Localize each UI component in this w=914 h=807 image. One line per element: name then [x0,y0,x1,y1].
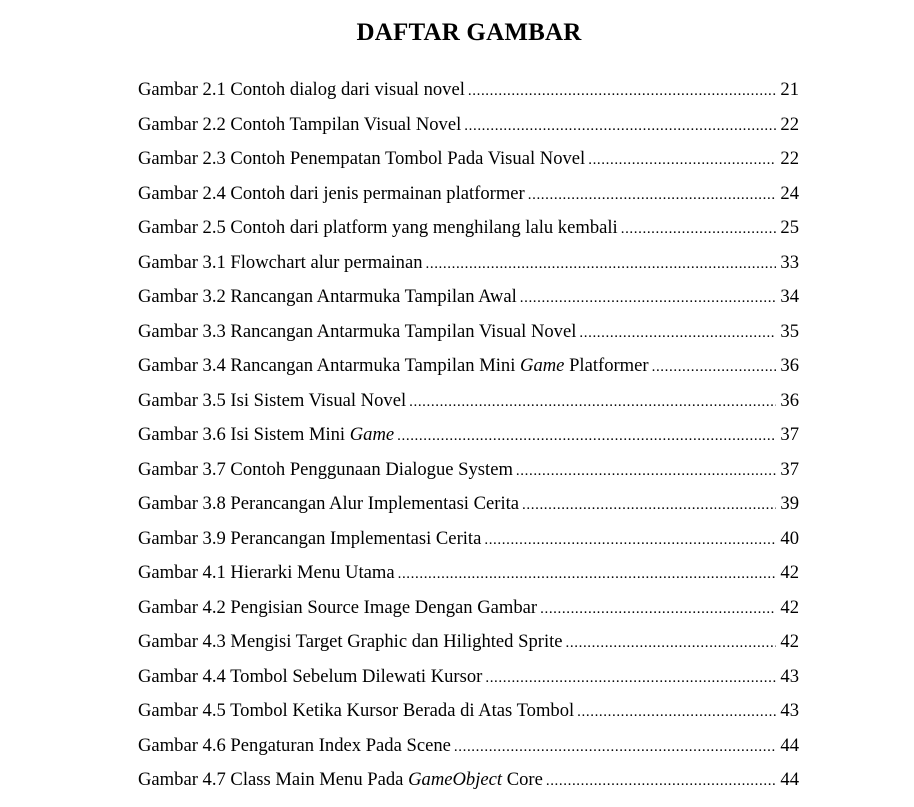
figure-entry-label [138,353,649,379]
figure-entry [138,560,799,595]
figure-entry-label [138,422,394,448]
dot-leader [409,389,776,415]
figure-entry [138,250,799,285]
figure-entry-label-text: Gambar 4.6 Pengaturan Index Pada Scene [138,734,451,756]
figure-entry-page-number: 24 [780,182,799,204]
figure-entry-label-text: Gambar 3.9 Perancangan Implementasi Cerita [138,527,482,549]
figure-entry-page-number: 39 [780,493,799,514]
dot-leader [522,492,776,518]
figure-entry-label-text: Gambar 4.1 Hierarki Menu Utama [138,562,395,583]
figure-entry-page-number: 42 [780,596,799,618]
figure-entry-label [138,698,574,724]
figure-entry-label [138,388,406,414]
dot-leader [588,147,776,173]
figure-entry-label-text: Platformer [564,355,649,376]
dot-leader [652,354,776,380]
page-title: DAFTAR GAMBAR [356,18,582,46]
figure-entry-page-number: 37 [780,424,799,445]
figure-entry [138,77,799,112]
dot-leader [398,561,776,587]
dot-leader [464,113,776,139]
figure-entry-label-text: Gambar 4.2 Pengisian Source Image Dengan Gambar [138,596,538,618]
figure-entry-label-text: Gambar 4.4 Tombol Sebelum Dilewati Kursor [138,665,483,687]
figure-entry-page-number: 35 [780,320,799,342]
figure-entry [138,733,799,768]
figure-entry-label [138,491,519,517]
dot-leader [485,665,776,691]
figure-entry [138,146,799,181]
figure-entry-label-italic: GameObject [408,769,503,790]
figure-entry-label [138,595,537,621]
figure-entry-label [138,629,563,655]
figure-entry [138,767,799,802]
figure-entry-label-text: Gambar 3.1 Flowchart alur permainan [138,251,423,273]
figure-entry-label-italic: Game [520,355,565,376]
dot-leader [579,320,776,346]
dot-leader [468,78,776,104]
figure-entry [138,284,799,319]
figure-entry-page-number: 34 [780,286,799,307]
figure-entry-label-text: Gambar 3.4 Rancangan Antarmuka Tampilan Mini [138,355,521,376]
figure-entry-label-text: Gambar 2.1 Contoh dialog dari visual novel [138,79,465,100]
dot-leader [426,251,777,277]
figure-entry [138,181,799,216]
figure-entry-page-number: 36 [780,389,799,411]
figure-entry [138,491,799,526]
figure-entry-label [138,77,465,103]
figure-entry-page-number: 40 [780,527,799,549]
figure-entry [138,629,799,664]
figure-entry [138,457,799,492]
figure-entry-page-number: 33 [780,251,799,273]
figure-entry-label-text: Gambar 2.5 Contoh dari platform yang menghilang lalu kembali [138,217,618,238]
figure-entry-page-number: 21 [780,79,799,100]
figure-entry-label [138,284,517,310]
figure-entry-label-text: Gambar 3.5 Isi Sistem Visual Novel [138,389,407,411]
figure-entry-label-text: Gambar 4.7 Class Main Menu Pada [138,769,409,790]
figure-entry-label-italic: Game [349,424,395,445]
figure-list [138,77,799,802]
figure-entry-page-number: 43 [780,665,799,687]
figure-entry-page-number: 44 [780,769,799,790]
figure-entry [138,422,799,457]
figure-entry-label-text: Gambar 4.3 Mengisi Target Graphic dan Hilighted Sprite [138,631,563,652]
figure-entry [138,112,799,147]
figure-entry-label [138,560,395,586]
figure-entry-label-text: Gambar 4.5 Tombol Ketika Kursor Berada di Atas Tombol [138,700,575,721]
figure-entry-label [138,181,525,207]
dot-leader [540,596,776,622]
figure-entry-page-number: 43 [780,700,799,721]
figure-entry-label-text: Gambar 3.6 Isi Sistem Mini [138,424,350,445]
figure-entry-page-number: 22 [780,113,799,135]
dot-leader [454,734,776,760]
figure-entry [138,215,799,250]
dot-leader [566,630,776,656]
figure-entry-label-text: Core [502,769,543,790]
figure-entry [138,353,799,388]
figure-entry-label-text: Gambar 2.3 Contoh Penempatan Tombol Pada Visual Novel [138,148,586,169]
dot-leader [397,423,776,449]
figure-entry-label-text: Gambar 3.3 Rancangan Antarmuka Tampilan Visual Novel [138,320,577,342]
figure-entry-label-text: Gambar 3.8 Perancangan Alur Implementasi Cerita [138,493,520,514]
figure-entry-page-number: 36 [780,355,799,376]
figure-entry-page-number: 22 [780,148,799,169]
figure-entry-label [138,250,423,276]
figure-entry [138,664,799,699]
dot-leader [621,216,776,242]
figure-entry [138,595,799,630]
figure-entry-page-number: 44 [780,734,799,756]
dot-leader [528,182,776,208]
dot-leader [484,527,776,553]
figure-entry-label-text: Gambar 2.2 Contoh Tampilan Visual Novel [138,113,462,135]
figure-entry-label [138,146,585,172]
figure-entry-label [138,319,576,345]
figure-entry-page-number: 25 [780,217,799,238]
figure-entry-label-text: Gambar 3.7 Contoh Penggunaan Dialogue System [138,458,513,480]
figure-entry-label [138,767,543,793]
dot-leader [577,699,776,725]
dot-leader [516,458,776,484]
figure-entry [138,319,799,354]
figure-entry [138,388,799,423]
figure-entry-label [138,215,618,241]
figure-entry-label [138,733,451,759]
figure-entry-label-text: Gambar 2.4 Contoh dari jenis permainan platformer [138,182,525,204]
figure-entry-label-text: Gambar 3.2 Rancangan Antarmuka Tampilan Awal [138,286,517,307]
figure-entry-label [138,457,513,483]
figure-entry-label [138,112,461,138]
figure-entry-page-number: 42 [780,631,799,652]
figure-entry [138,526,799,561]
dot-leader [520,285,776,311]
figure-entry-page-number: 37 [780,458,799,480]
figure-entry-page-number: 42 [780,562,799,583]
figure-entry [138,698,799,733]
figure-entry-label [138,664,482,690]
dot-leader [546,768,776,794]
figure-entry-label [138,526,481,552]
